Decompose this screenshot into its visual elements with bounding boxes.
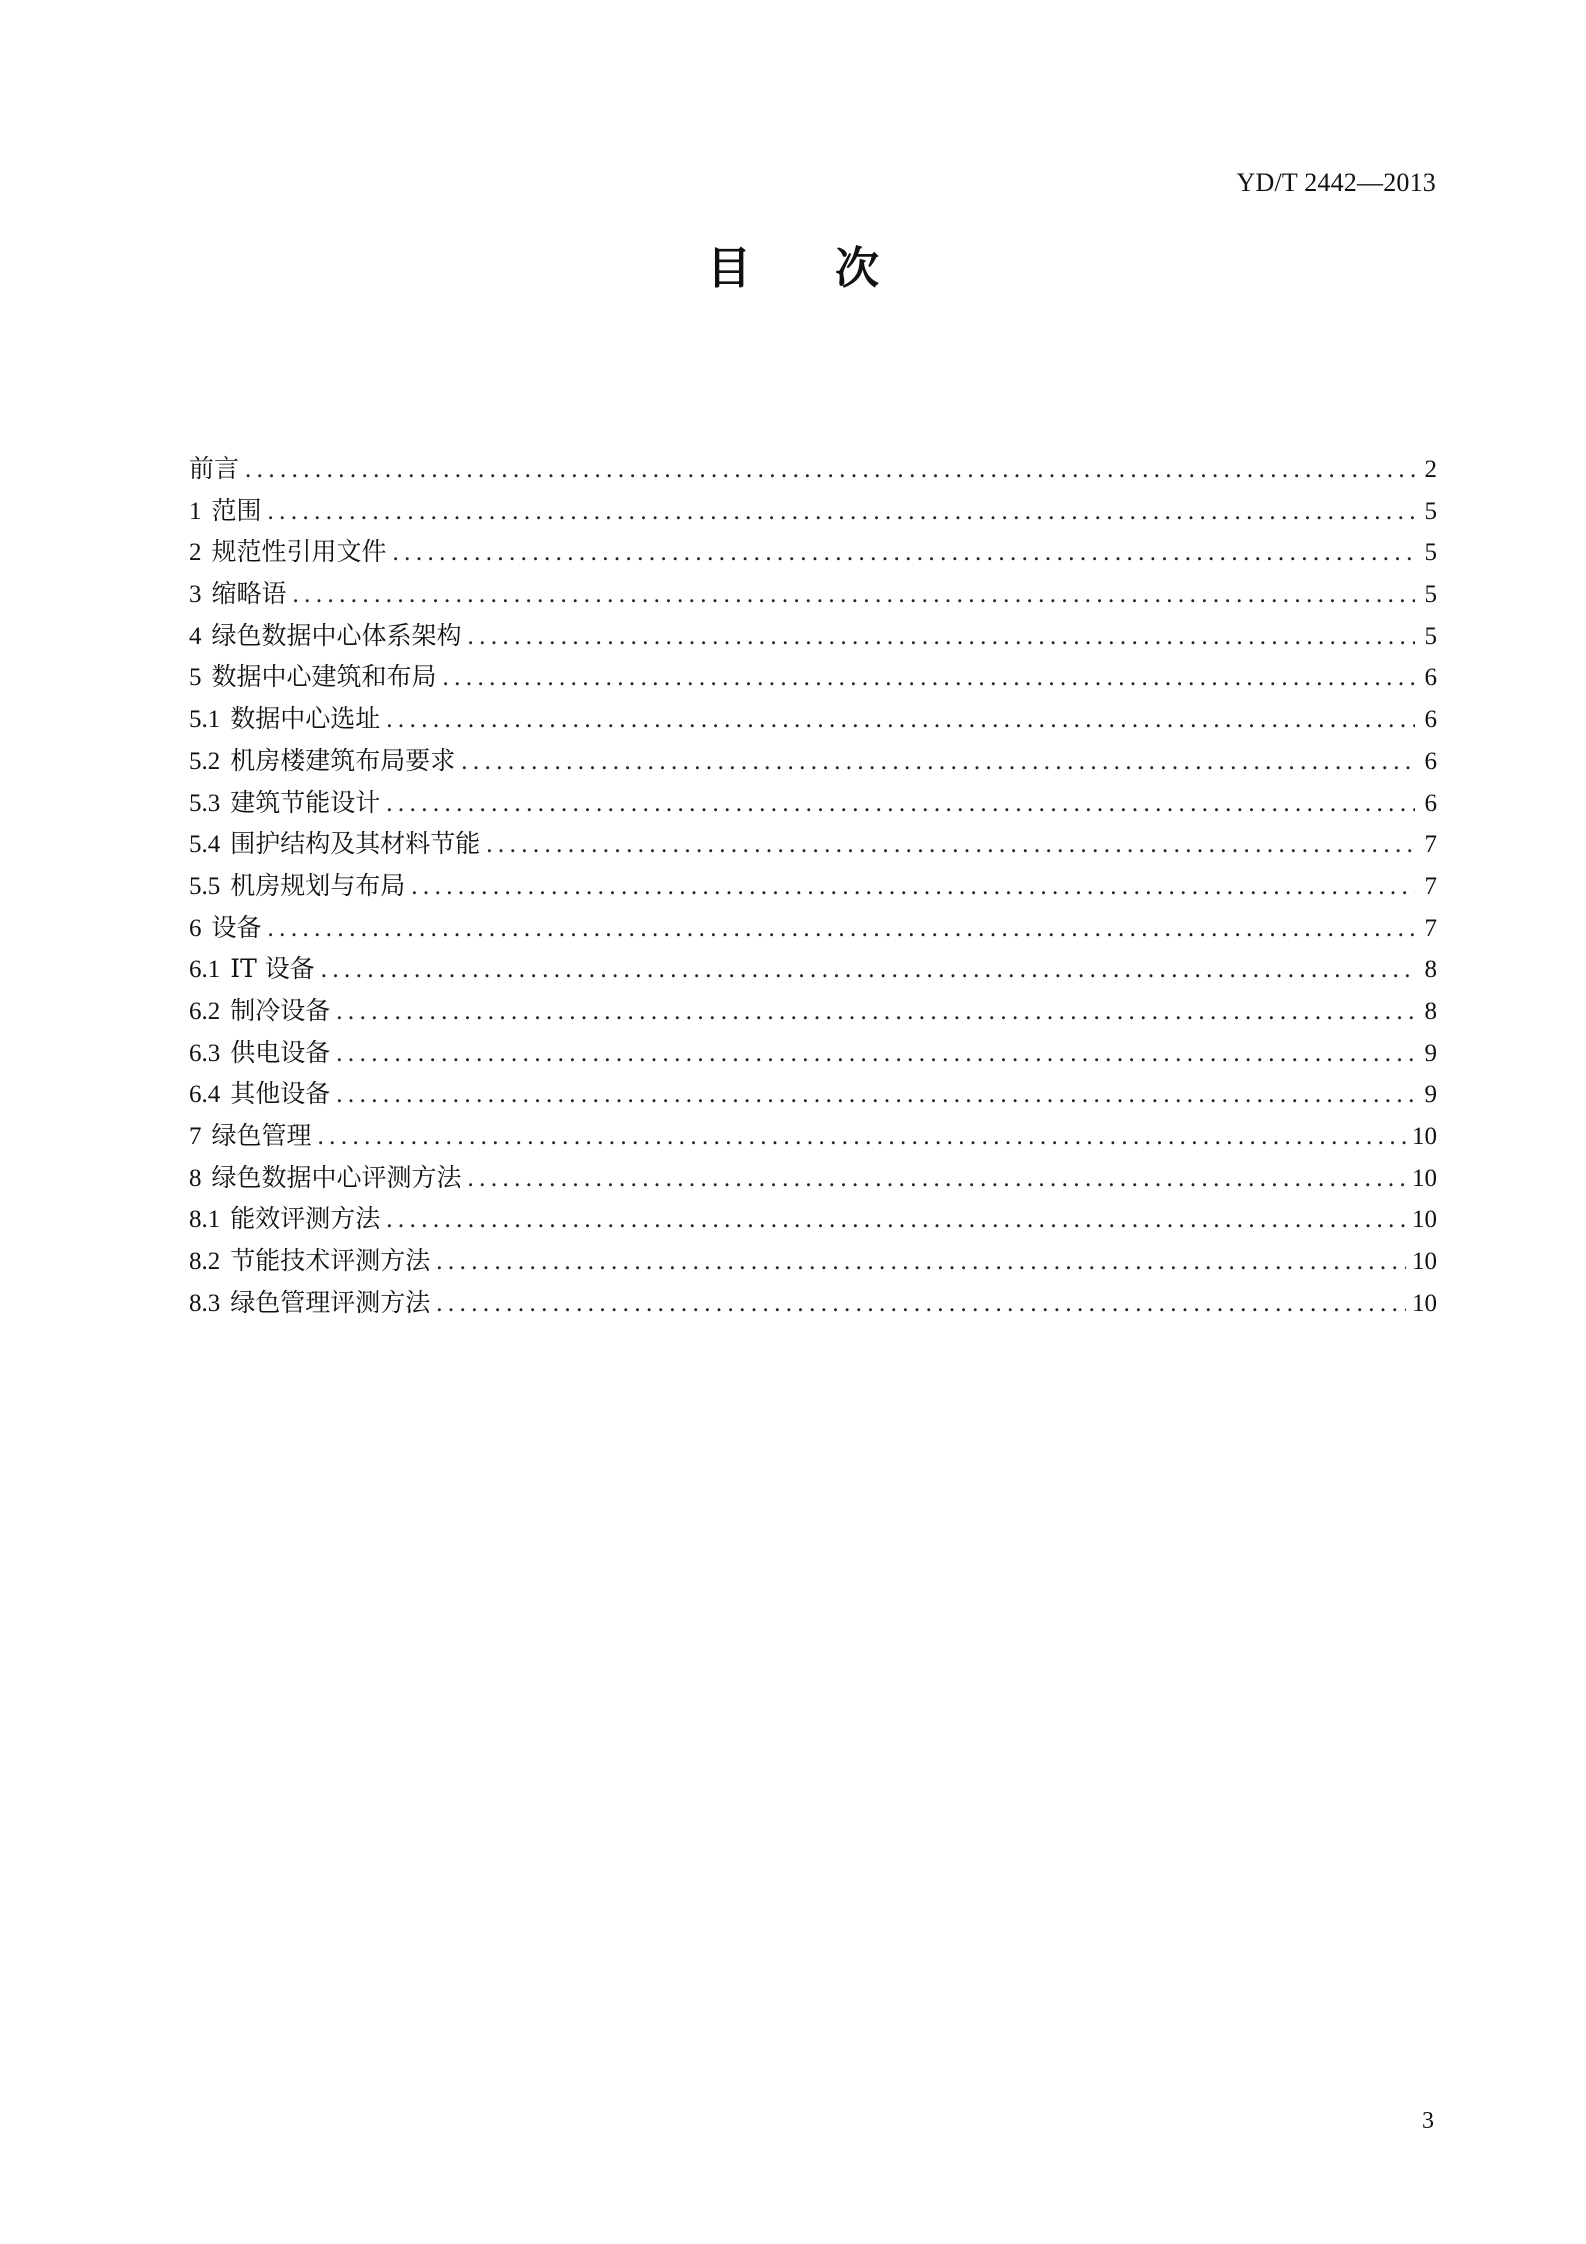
toc-entry[interactable] xyxy=(189,656,1437,698)
toc-entry-page: 5 xyxy=(1424,581,1437,609)
toc-entry[interactable] xyxy=(189,1073,1437,1115)
toc-leader-dots xyxy=(336,1033,1415,1075)
toc-entry-page: 10 xyxy=(1412,1123,1437,1150)
toc-entry-page: 9 xyxy=(1424,1039,1437,1067)
toc-leader-dots xyxy=(268,491,1415,533)
toc-entry-page: 5 xyxy=(1424,497,1437,525)
toc-entry-label: 8.1 能效评测方法 xyxy=(189,1204,381,1234)
toc-entry[interactable] xyxy=(189,990,1437,1032)
toc-entry-label: 8.2 节能技术评测方法 xyxy=(189,1246,431,1276)
toc-leader-dots xyxy=(461,741,1415,783)
toc-leader-dots xyxy=(318,1116,1406,1158)
toc-leader-dots xyxy=(411,866,1415,908)
toc-entry[interactable] xyxy=(189,448,1437,490)
toc-entry-page: 2 xyxy=(1424,456,1437,483)
toc-leader-dots xyxy=(386,699,1415,741)
toc-entry-page: 7 xyxy=(1424,914,1437,942)
toc-entry-page: 5 xyxy=(1424,539,1437,567)
toc-entry[interactable] xyxy=(189,698,1437,740)
toc-entry[interactable] xyxy=(189,823,1437,865)
toc-entry-page: 8 xyxy=(1424,956,1437,984)
toc-entry-label: 4 绿色数据中心体系架构 xyxy=(189,620,462,650)
toc-entry[interactable] xyxy=(189,490,1437,532)
toc-entry-label: 5.3 建筑节能设计 xyxy=(189,787,381,817)
toc-entry-page: 10 xyxy=(1412,1289,1437,1317)
toc-leader-dots xyxy=(436,1241,1406,1283)
toc-entry-page: 6 xyxy=(1424,789,1437,817)
toc-entry-label: 6 设备 xyxy=(189,912,262,942)
toc-entry-label: 1 范围 xyxy=(189,495,262,525)
toc-leader-dots xyxy=(321,949,1415,991)
toc-entry-page: 6 xyxy=(1424,747,1437,775)
toc-entry[interactable] xyxy=(189,865,1437,907)
toc-entry-label: 6.2 制冷设备 xyxy=(189,995,331,1025)
toc-entry-label: 5.5 机房规划与布局 xyxy=(189,870,406,900)
toc-entry-page: 10 xyxy=(1412,1206,1437,1234)
toc-entry[interactable] xyxy=(189,782,1437,824)
toc-entry[interactable] xyxy=(189,1240,1437,1282)
page-title xyxy=(0,232,1586,296)
page-number: 3 xyxy=(1422,2108,1434,2134)
toc-leader-dots xyxy=(336,991,1415,1033)
toc-leader-dots xyxy=(486,824,1415,866)
toc-leader-dots xyxy=(386,1199,1406,1241)
toc-entry-page: 6 xyxy=(1424,664,1437,692)
toc-entry-label: 6.3 供电设备 xyxy=(189,1037,331,1067)
toc-entry[interactable] xyxy=(189,1157,1437,1199)
document-code: YD/T 2442—2013 xyxy=(1236,168,1436,197)
toc-leader-dots xyxy=(393,532,1415,574)
page-title-char-1: 目 xyxy=(707,243,751,294)
toc-leader-dots xyxy=(268,908,1415,950)
toc-entry[interactable] xyxy=(189,1032,1437,1074)
toc-entry[interactable] xyxy=(189,1282,1437,1324)
toc-entry-label: 7 绿色管理 xyxy=(189,1121,312,1150)
toc-entry-label: 3 缩略语 xyxy=(189,579,287,609)
toc-leader-dots xyxy=(386,783,1415,825)
toc-leader-dots xyxy=(468,1158,1406,1200)
toc-entry[interactable] xyxy=(189,948,1437,990)
toc-entry-page: 6 xyxy=(1424,706,1437,734)
toc-entry[interactable] xyxy=(189,1198,1437,1240)
toc-leader-dots xyxy=(245,449,1415,491)
toc-entry[interactable] xyxy=(189,1115,1437,1157)
toc-entry-label: 6.4 其他设备 xyxy=(189,1079,331,1109)
toc-entry[interactable] xyxy=(189,907,1437,949)
toc-entry[interactable] xyxy=(189,615,1437,657)
page-title-char-2: 次 xyxy=(835,243,879,294)
toc-entry-page: 10 xyxy=(1412,1248,1437,1276)
toc-leader-dots xyxy=(468,616,1415,658)
toc-entry-page: 10 xyxy=(1412,1164,1437,1192)
table-of-contents xyxy=(189,448,1437,1323)
toc-entry-label: 5.1 数据中心选址 xyxy=(189,704,381,734)
toc-leader-dots xyxy=(443,657,1415,699)
toc-entry-label: 前言 xyxy=(189,454,240,483)
toc-entry[interactable] xyxy=(189,740,1437,782)
toc-entry-page: 9 xyxy=(1424,1081,1437,1109)
toc-entry-label: 2 规范性引用文件 xyxy=(189,537,387,567)
toc-entry-label: 8 绿色数据中心评测方法 xyxy=(189,1162,462,1192)
toc-entry[interactable] xyxy=(189,531,1437,573)
toc-entry-label: 8.3 绿色管理评测方法 xyxy=(189,1287,431,1317)
toc-entry-page: 7 xyxy=(1424,831,1437,859)
toc-leader-dots xyxy=(293,574,1415,616)
toc-entry-page: 7 xyxy=(1424,872,1437,900)
toc-entry[interactable] xyxy=(189,573,1437,615)
toc-entry-label: 5.2 机房楼建筑布局要求 xyxy=(189,745,456,775)
toc-entry-label: 5.4 围护结构及其材料节能 xyxy=(189,829,481,859)
toc-entry-page: 8 xyxy=(1424,997,1437,1025)
toc-entry-label: 6.1 IT 设备 xyxy=(189,954,315,984)
toc-leader-dots xyxy=(436,1283,1406,1325)
toc-entry-page: 5 xyxy=(1424,622,1437,650)
toc-leader-dots xyxy=(336,1074,1415,1116)
toc-entry-label: 5 数据中心建筑和布局 xyxy=(189,662,437,692)
